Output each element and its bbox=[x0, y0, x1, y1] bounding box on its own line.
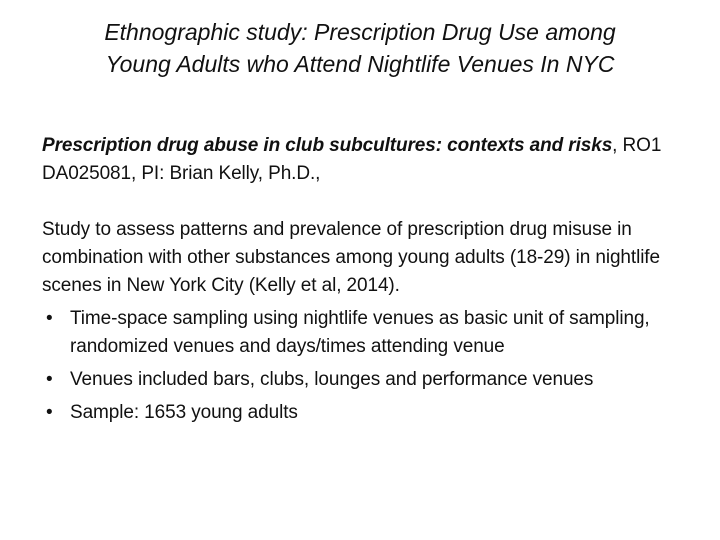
grant-title: Prescription drug abuse in club subcultures: contexts and risks bbox=[42, 135, 613, 156]
bullet-dot-icon: • bbox=[46, 308, 53, 329]
bullet-text-sampling: Time-space sampling using nightlife venues as basic unit of sampling, randomized venues and days/times attending venue bbox=[70, 308, 650, 357]
bullet-item-sampling bbox=[42, 305, 692, 361]
bullet-item-venues bbox=[42, 366, 692, 394]
bullet-text-venues: Venues included bars, clubs, lounges and performance venues bbox=[70, 369, 594, 390]
bullet-dot-icon: • bbox=[46, 402, 53, 423]
bullet-text-sample: Sample: 1653 young adults bbox=[70, 402, 298, 423]
grant-paragraph bbox=[42, 132, 692, 188]
bullet-list bbox=[42, 305, 692, 427]
slide-title bbox=[40, 16, 680, 80]
study-description-block bbox=[42, 216, 692, 427]
study-description: Study to assess patterns and prevalence of prescription drug misuse in combination with other substances among young adults (18-29) in nightlife scenes in New York City (Kelly et al, 2014). bbox=[42, 219, 660, 296]
bullet-item-sample bbox=[42, 399, 692, 427]
slide-title-line-1: Ethnographic study: Prescription Drug Use among bbox=[104, 19, 616, 45]
bullet-dot-icon: • bbox=[46, 369, 53, 390]
grant-details: RO1 DA025081, PI: Brian Kelly, Ph.D., bbox=[42, 135, 662, 184]
slide-title-line-2: Young Adults who Attend Nightlife Venues In NYC bbox=[105, 51, 615, 77]
grant-title-suffix: , bbox=[612, 135, 618, 156]
slide-body bbox=[42, 132, 692, 427]
